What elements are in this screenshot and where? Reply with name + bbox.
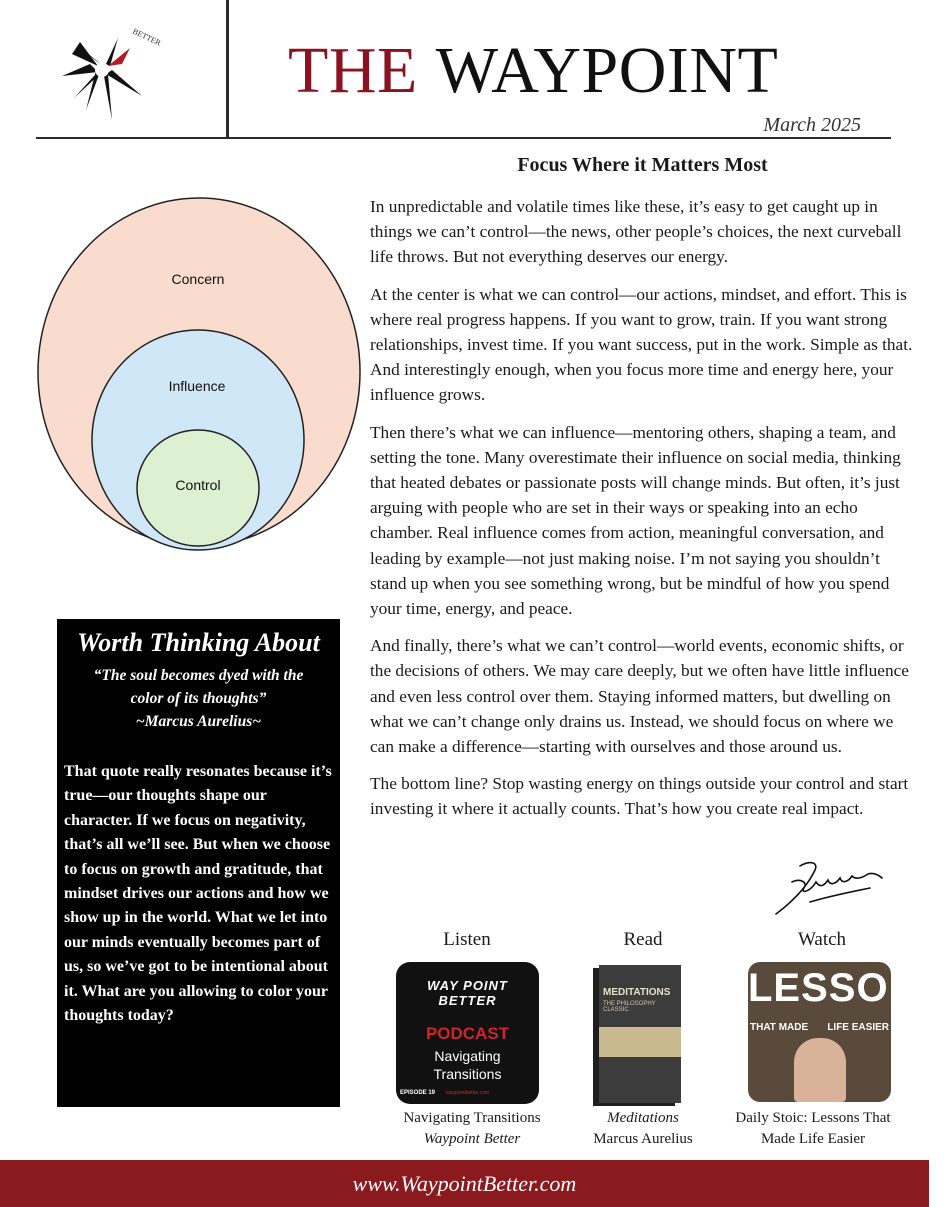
watch-caption-line: Made Life Easier bbox=[760, 1131, 866, 1147]
video-presenter bbox=[794, 1038, 846, 1102]
article-paragraph: And finally, there’s what we can’t control—world events, economic shifts, or the decisions of others. We may care deeply, but we often have little influence and even less control over them. Staying informed matters, but dwelling on what we can’t change only drains us. Instead, we should focus on where we can make a difference—starting with ourselves and those around us. bbox=[370, 636, 909, 757]
listen-caption-title: Navigating Transitions bbox=[403, 1110, 541, 1126]
podcast-site: waypointbetter.com bbox=[446, 1090, 490, 1096]
book-cover[interactable] bbox=[599, 965, 681, 1103]
footer-bar bbox=[0, 1160, 929, 1207]
article-paragraph: In unpredictable and volatile times like these, it’s easy to get caught up in things we can’t control—the news, other people’s choices, the next curveball life throws. But not everything deserves our energy. bbox=[370, 197, 902, 267]
read-caption-sub: Marcus Aurelius bbox=[593, 1131, 693, 1147]
title-waypoint: WAYPOINT bbox=[435, 34, 779, 107]
concern-label: Concern bbox=[171, 271, 225, 287]
video-title: LESSONS bbox=[748, 966, 946, 1010]
quote-line: color of its thoughts” bbox=[130, 690, 267, 707]
quote-line: “The soul becomes dyed with the bbox=[93, 667, 304, 684]
video-subtitle-left: THAT MADE bbox=[750, 1022, 809, 1033]
control-label: Control bbox=[175, 477, 221, 493]
sidebar-body: That quote really resonates because it’s true—our thoughts shape our character. If we focus on negativity, that’s all we’ll see. But when we choose to focus on growth and gratitude, that mindset drives our actions and how we show up in the world. What we let into our minds eventually becomes part of us, so we’ve got to be intentional about it. What are you allowing to color your thoughts today? bbox=[64, 763, 332, 1025]
podcast-cover-brand: WAY POINT BETTER bbox=[427, 978, 508, 1008]
issue-date: March 2025 bbox=[763, 114, 861, 136]
read-heading: Read bbox=[623, 929, 663, 950]
listen-caption-sub: Waypoint Better bbox=[423, 1131, 521, 1147]
website-link[interactable]: www.WaypointBetter.com bbox=[352, 1171, 577, 1196]
waypoint-logo bbox=[52, 20, 172, 128]
video-subtitle-right: LIFE EASIER bbox=[827, 1022, 889, 1033]
podcast-episode: EPISODE 19 bbox=[400, 1090, 436, 1096]
title-the: THE bbox=[288, 34, 418, 107]
newsletter-title bbox=[288, 36, 778, 106]
logo-text: BETTER bbox=[131, 26, 163, 48]
article-paragraph: Then there’s what we can influence—mentoring others, shaping a team, and setting the tone. Many overestimate their influence on social media, thinking that heated debates or passionate posts will change minds. But often, it’s just arguing with people who are set in their ways or speaking into an echo chamber. Real influence comes from action, meaningful conversation, and leading by example—not just making noise. I’m not saying you shouldn’t stand up when you see something wrong, but be mindful of how you spend your time, energy, and peace. bbox=[370, 422, 901, 619]
sidebar-title: Worth Thinking About bbox=[77, 628, 320, 657]
watch-caption-line: Daily Stoic: Lessons That bbox=[735, 1110, 891, 1126]
watch-heading: Watch bbox=[797, 929, 847, 950]
influence-label: Influence bbox=[168, 378, 226, 394]
video-thumbnail[interactable] bbox=[748, 962, 946, 1102]
author-signature bbox=[770, 858, 888, 920]
read-caption bbox=[570, 1108, 716, 1150]
read-caption-title: Meditations bbox=[607, 1110, 679, 1126]
masthead-divider-vertical bbox=[226, 0, 229, 139]
book-cover-title: MEDITATIONS bbox=[603, 987, 671, 998]
sidebar-quote bbox=[67, 664, 330, 733]
book-cover-subtitle: THE PHILOSOPHY CLASSIC bbox=[603, 1001, 656, 1013]
podcast-cover-topic: Transitions bbox=[433, 1066, 502, 1082]
podcast-cover[interactable] bbox=[396, 962, 539, 1104]
podcast-cover-label: PODCAST bbox=[425, 1024, 510, 1043]
book-cover-band bbox=[599, 1027, 681, 1057]
article-paragraph: At the center is what we can control—our actions, mindset, and effort. This is where real progress happens. If you want to grow, train. If you want strong relationships, invest time. If you want success, put in the work. Simple as that. And interestingly enough, when you focus more time and energy here, your influence grows. bbox=[370, 284, 913, 405]
watch-caption bbox=[733, 1108, 893, 1150]
listen-heading: Listen bbox=[443, 929, 491, 950]
masthead-divider-horizontal bbox=[36, 137, 891, 139]
listen-caption bbox=[390, 1108, 554, 1150]
article-headline: Focus Where it Matters Most bbox=[517, 154, 768, 176]
circles-diagram bbox=[30, 190, 370, 560]
article-body bbox=[370, 194, 915, 834]
article-paragraph: The bottom line? Stop wasting energy on things outside your control and start investing it where it actually counts. That’s how you create real impact. bbox=[370, 774, 909, 819]
quote-author: ~Marcus Aurelius~ bbox=[135, 713, 262, 730]
worth-thinking-box bbox=[57, 619, 340, 1107]
podcast-cover-topic: Navigating bbox=[434, 1048, 501, 1064]
